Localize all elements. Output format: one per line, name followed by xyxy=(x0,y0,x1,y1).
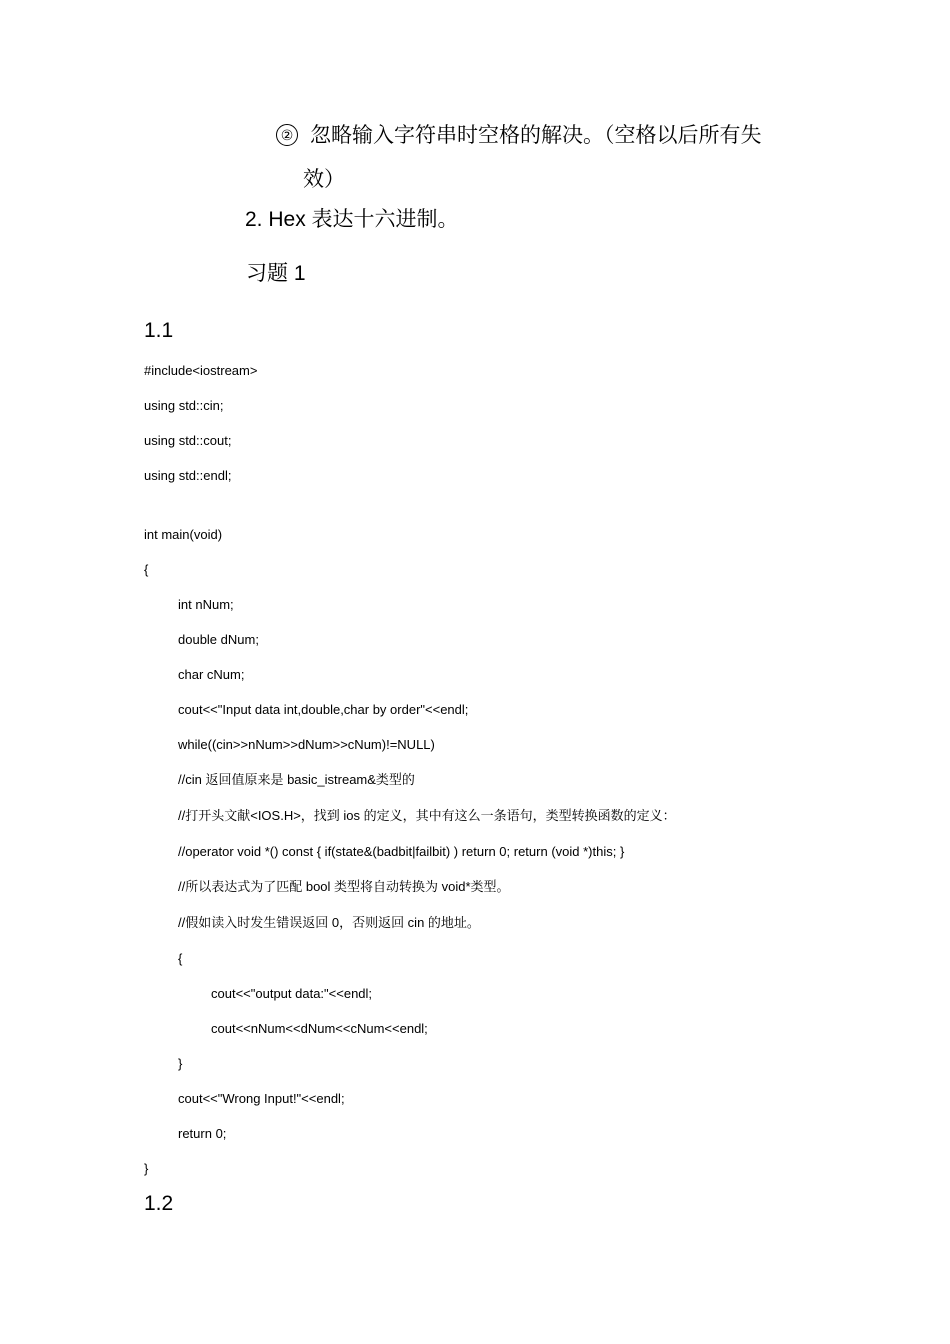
code-line: cout<<"Wrong Input!"<<endl; xyxy=(178,1091,345,1106)
code-line: int nNum; xyxy=(178,597,234,612)
code-comment: //打开头文献<IOS.H>，找到 ios 的定义，其中有这么一条语句，类型转换函数的定义： xyxy=(178,808,676,823)
code-line: { xyxy=(144,562,149,577)
code-line: cout<<"Input data int,double,char by order"<<endl; xyxy=(178,702,469,717)
code-line: return 0; xyxy=(178,1126,227,1141)
section-heading-1-1: 1.1 xyxy=(144,319,174,342)
code-line: while((cin>>nNum>>dNum>>cNum)!=NULL) xyxy=(178,737,435,752)
code-line: char cNum; xyxy=(178,667,245,682)
code-line: double dNum; xyxy=(178,632,259,647)
code-line: cout<<"output data:"<<endl; xyxy=(211,986,373,1001)
code-line: int main(void) xyxy=(144,527,223,542)
code-comment: //cin 返回值原来是 basic_istream&类型的 xyxy=(178,772,415,787)
code-line: using std::cin; xyxy=(144,398,224,413)
code-line: } xyxy=(144,1161,149,1176)
list-item-2-text: 忽略输入字符串时空格的解决。（空格以后所有失 xyxy=(310,124,762,147)
code-comment: //所以表达式为了匹配 bool 类型将自动转换为 void*类型。 xyxy=(178,879,510,894)
circled-number-marker: ② xyxy=(276,124,298,146)
code-line: { xyxy=(178,951,183,966)
exercise-heading: 习题 1 xyxy=(246,262,306,285)
list-item-2 xyxy=(276,122,762,150)
section-heading-1-2: 1.2 xyxy=(144,1192,174,1215)
code-line: using std::cout; xyxy=(144,433,232,448)
code-comment: //假如读入时发生错误返回 0，否则返回 cin 的地址。 xyxy=(178,915,480,930)
point-2: 2. Hex 表达十六进制。 xyxy=(245,208,459,231)
code-line: using std::endl; xyxy=(144,468,232,483)
code-line: } xyxy=(178,1056,183,1071)
code-comment: //operator void *() const { if(state&(badbit|failbit) ) return 0; return (void *)this; } xyxy=(178,844,625,859)
list-item-2-continuation: 效） xyxy=(303,168,345,191)
code-line: #include<iostream> xyxy=(144,363,258,378)
code-line: cout<<nNum<<dNum<<cNum<<endl; xyxy=(211,1021,428,1036)
